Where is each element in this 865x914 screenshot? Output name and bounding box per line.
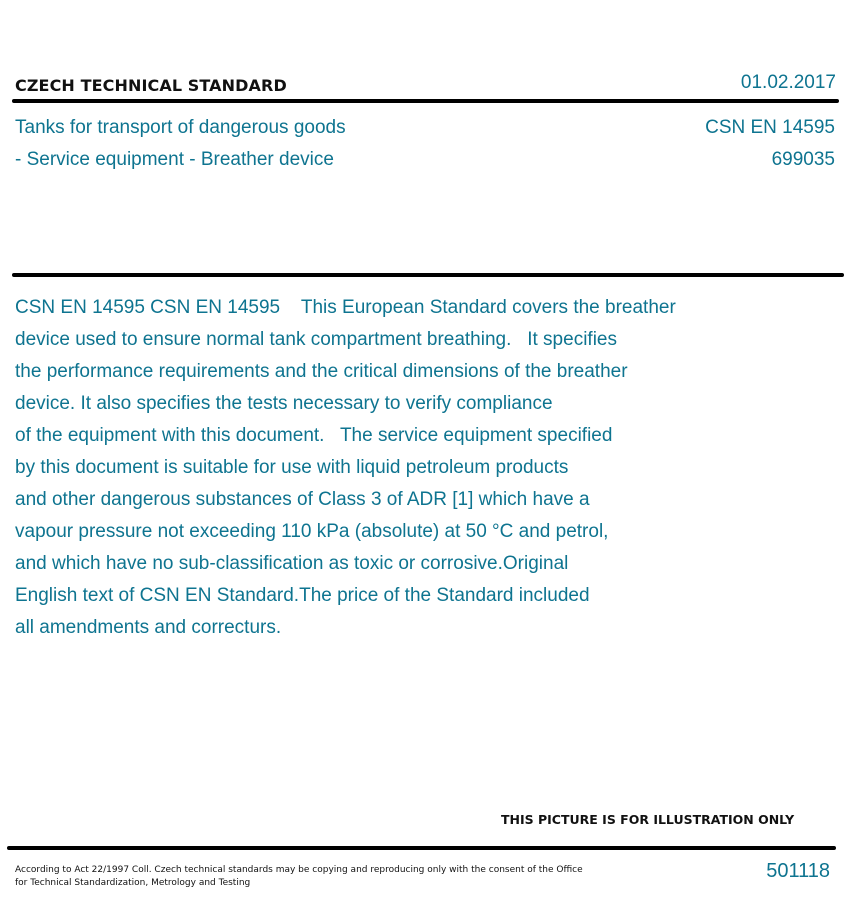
standard-title-line: - Service equipment - Breather device xyxy=(15,149,334,170)
section-divider xyxy=(12,273,844,277)
description-line: by this document is suitable for use with liquid petroleum products xyxy=(15,457,569,478)
publication-date: 01.02.2017 xyxy=(740,72,836,93)
description-line: device used to ensure normal tank compartment breathing. It specifies xyxy=(15,329,617,350)
document-header-title: CZECH TECHNICAL STANDARD xyxy=(15,76,287,95)
footer-code: 501118 xyxy=(766,860,830,882)
standard-description xyxy=(15,292,805,644)
description-line: all amendments and correcturs. xyxy=(15,617,282,638)
description-line: the performance requirements and the critical dimensions of the breather xyxy=(15,361,628,382)
header-divider xyxy=(12,99,839,103)
legal-notice-line: According to Act 22/1997 Coll. Czech technical standards may be copying and reproducing only with the consent of the Office xyxy=(15,865,583,875)
footer-divider xyxy=(7,846,836,850)
description-line: and which have no sub-classification as toxic or corrosive.Original xyxy=(15,553,569,574)
standard-code: CSN EN 14595 xyxy=(705,117,835,138)
description-line: CSN EN 14595 CSN EN 14595 This European Standard covers the breather xyxy=(15,297,676,318)
description-line: and other dangerous substances of Class 3 of ADR [1] which have a xyxy=(15,489,590,510)
description-line: of the equipment with this document. The service equipment specified xyxy=(15,425,613,446)
description-line: vapour pressure not exceeding 110 kPa (absolute) at 50 °C and petrol, xyxy=(15,521,609,542)
standard-title-line: Tanks for transport of dangerous goods xyxy=(15,117,346,138)
legal-notice-line: for Technical Standardization, Metrology and Testing xyxy=(15,878,251,888)
description-line: English text of CSN EN Standard.The price of the Standard included xyxy=(15,585,590,606)
legal-notice xyxy=(15,864,595,890)
catalog-number: 699035 xyxy=(771,149,835,170)
description-line: device. It also specifies the tests necessary to verify compliance xyxy=(15,393,553,414)
illustration-note: THIS PICTURE IS FOR ILLUSTRATION ONLY xyxy=(501,812,795,827)
